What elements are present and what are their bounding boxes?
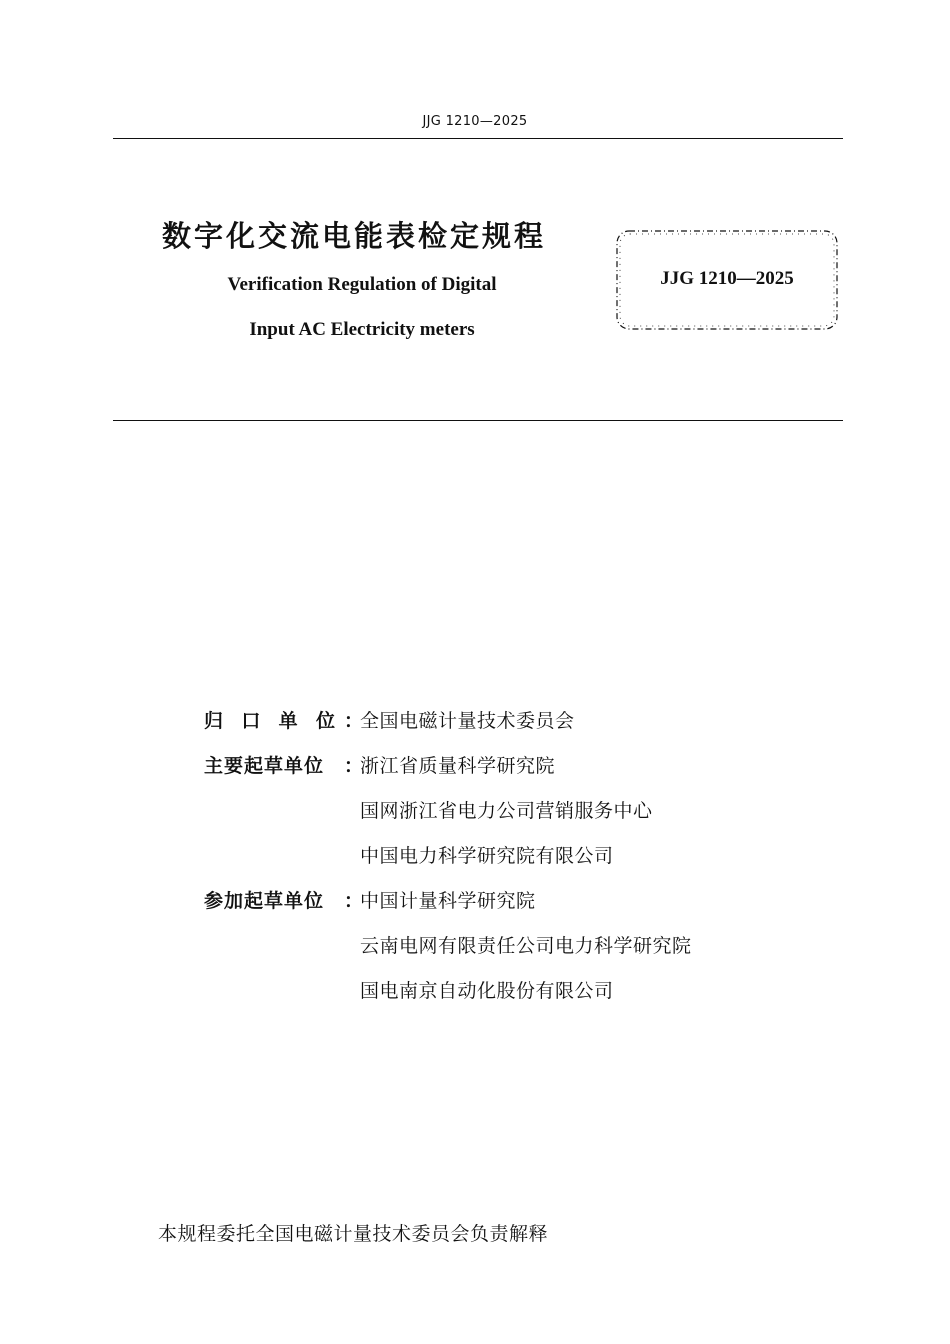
label-char: 归 [204, 710, 225, 732]
org-value: 国网浙江省电力公司营销服务中心 [360, 800, 653, 822]
label-char: 单 [278, 710, 299, 732]
label-colon: ： [344, 755, 364, 777]
label-participating-drafters: 参加起草单位 [204, 890, 325, 912]
label-char: 位 [315, 710, 336, 732]
label-responsible-unit [204, 706, 336, 733]
title-english-line-2: Input AC Electricity meters [249, 319, 475, 340]
org-value: 全国电磁计量技术委员会 [360, 710, 575, 732]
title-english-line-1: Verification Regulation of Digital [227, 274, 497, 295]
label-colon: ： [344, 710, 364, 732]
code-box [614, 228, 840, 332]
org-value: 浙江省质量科学研究院 [360, 755, 556, 777]
org-value: 国电南京自动化股份有限公司 [360, 980, 614, 1002]
title-rule [113, 420, 843, 421]
header-rule [113, 138, 843, 139]
org-value: 云南电网有限责任公司电力科学研究院 [360, 935, 692, 957]
regulation-code: JJG 1210—2025 [660, 268, 794, 289]
interpretation-note: 本规程委托全国电磁计量技术委员会负责解释 [158, 1223, 549, 1245]
label-main-drafters: 主要起草单位 [204, 755, 325, 777]
org-value: 中国计量科学研究院 [360, 890, 536, 912]
label-colon: ： [344, 890, 364, 912]
label-char: 口 [241, 710, 262, 732]
org-value: 中国电力科学研究院有限公司 [360, 845, 614, 867]
title-chinese: 数字化交流电能表检定规程 [162, 219, 547, 253]
running-header-code: JJG 1210—2025 [422, 114, 528, 129]
